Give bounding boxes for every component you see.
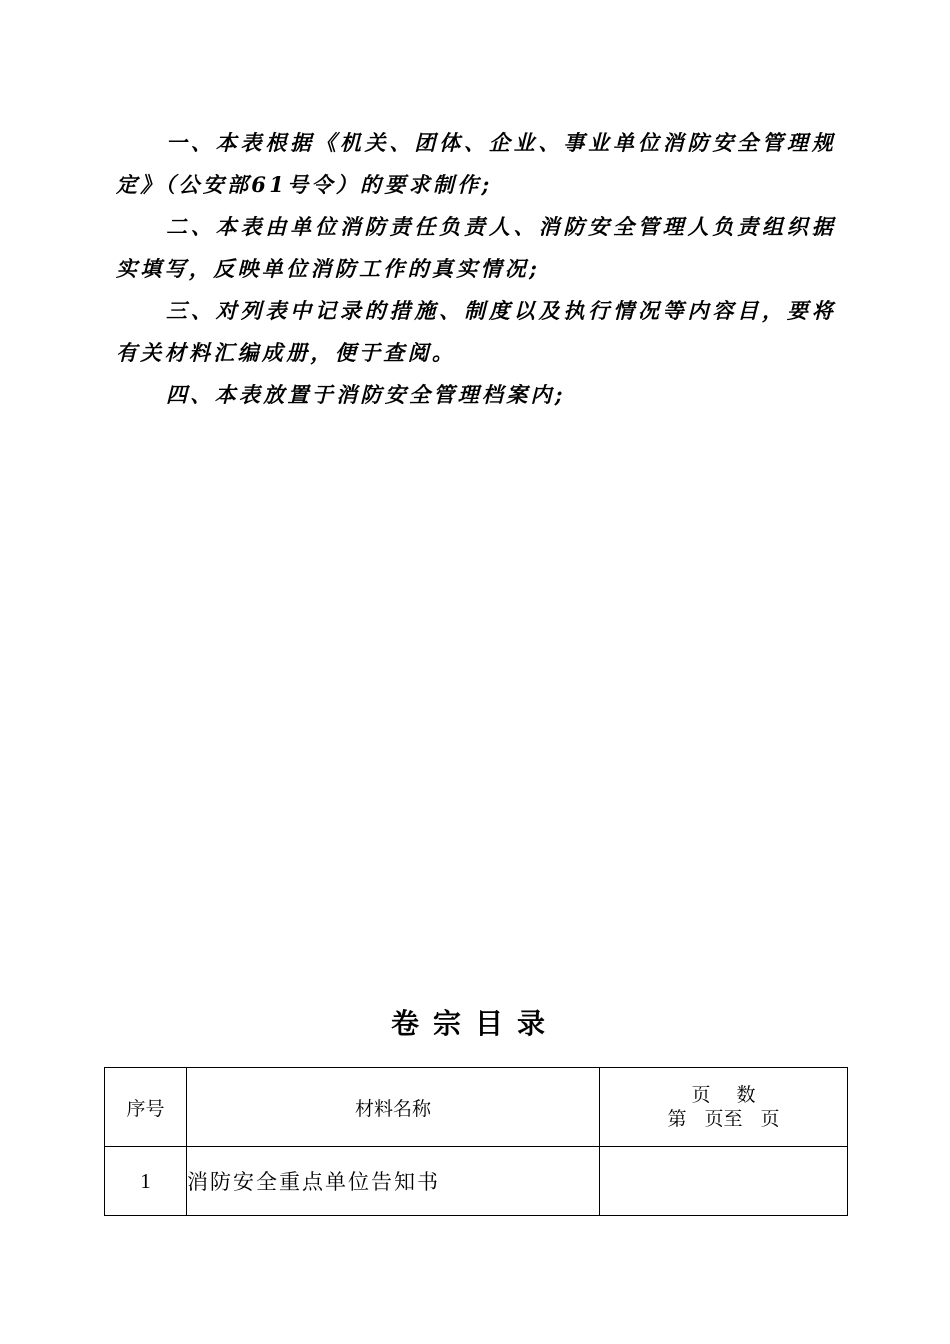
header-seq: 序号 <box>105 1068 187 1147</box>
instruction-paragraph-1: 一、本表根据《机关、团体、企业、事业单位消防安全管理规定》（公安部61号令）的要求制作; <box>116 130 836 197</box>
row-pages <box>600 1147 848 1216</box>
table-row <box>105 1147 848 1216</box>
catalog-table <box>104 1067 848 1216</box>
header-pages <box>600 1068 848 1147</box>
header-pages-top: 页数 <box>691 1084 782 1106</box>
catalog-header-row <box>105 1068 848 1147</box>
row-material-name: 消防安全重点单位告知书 <box>187 1147 600 1216</box>
header-pages-range <box>600 1107 847 1131</box>
catalog-title: 卷宗目录 <box>390 1007 559 1040</box>
header-pages-range-b: 页至 <box>704 1108 743 1130</box>
header-pages-range-a: 第 <box>667 1108 687 1130</box>
instruction-paragraph-4: 四、本表放置于消防安全管理档案内; <box>166 382 566 407</box>
instruction-paragraph-3: 三、对列表中记录的措施、制度以及执行情况等内容目，要将有关材料汇编成册，便于查阅。 <box>116 298 836 365</box>
instruction-paragraph-2: 二、本表由单位消防责任负责人、消防安全管理人负责组织据实填写，反映单位消防工作的真实情况; <box>116 214 836 281</box>
header-pages-range-c: 页 <box>760 1108 780 1130</box>
instructions-block <box>116 122 836 416</box>
header-material-name: 材料名称 <box>187 1068 600 1147</box>
row-seq: 1 <box>105 1147 187 1216</box>
